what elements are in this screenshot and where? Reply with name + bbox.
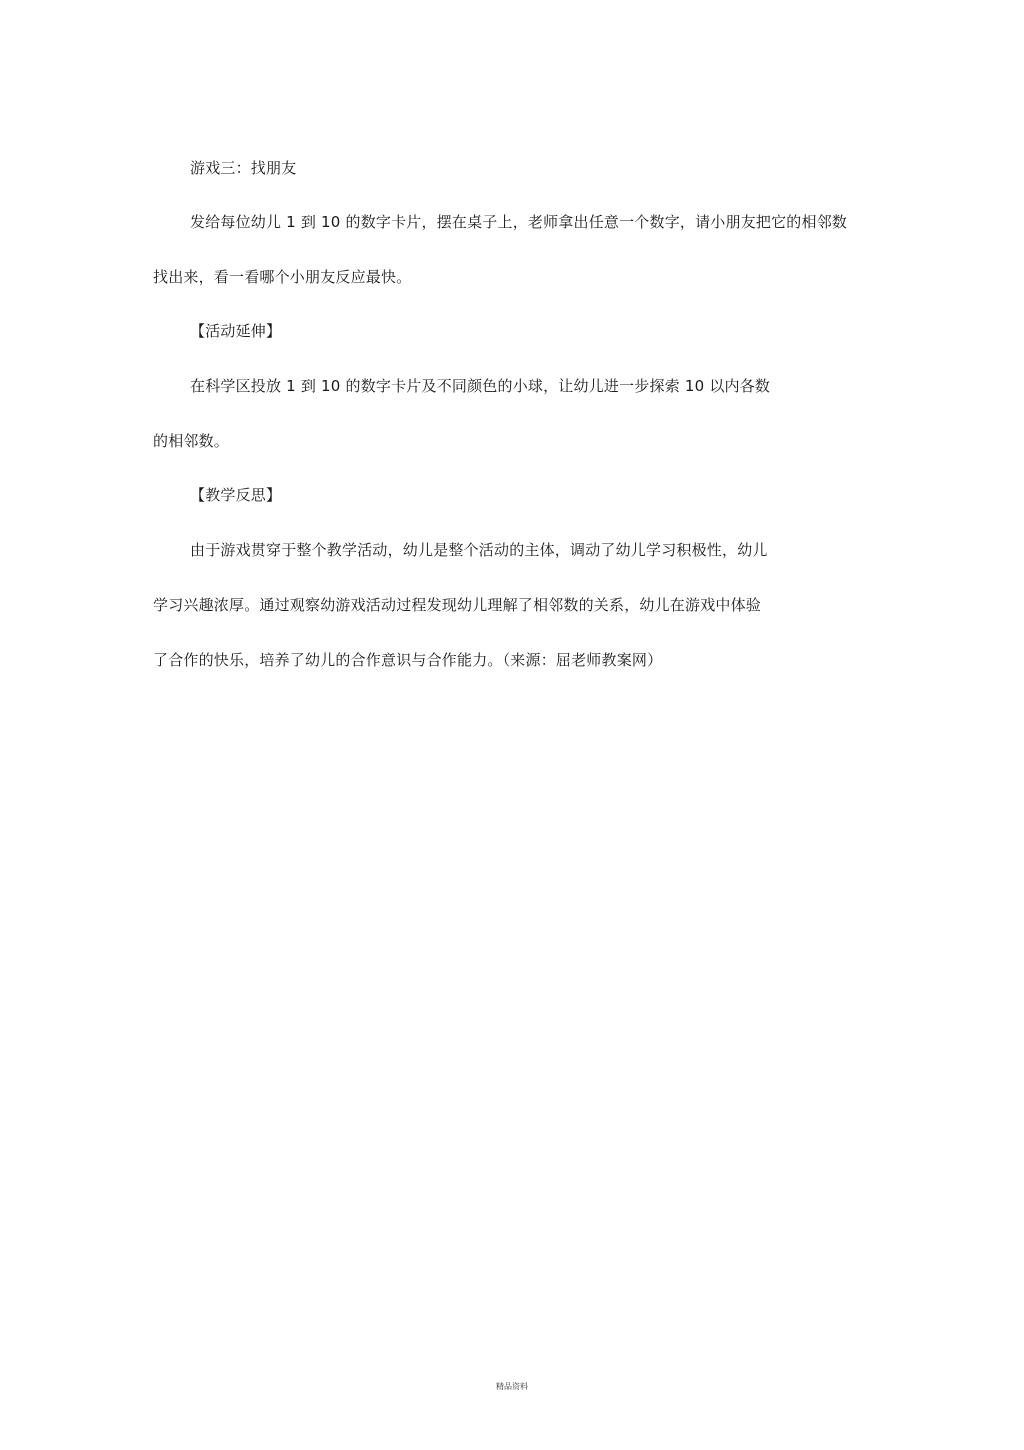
extension-paragraph-line-2: 的相邻数。 [153,432,230,450]
reflection-paragraph-line-3: 了合作的快乐，培养了幼儿的合作意识与合作能力。（来源：屈老师教案网） [153,651,663,669]
extension-heading: 【活动延伸】 [190,322,282,340]
reflection-heading: 【教学反思】 [190,486,282,504]
reflection-paragraph-line-2: 学习兴趣浓厚。通过观察幼游戏活动过程发现幼儿理解了相邻数的关系，幼儿在游戏中体验 [153,596,762,614]
page-footer: 精品资料 [496,1382,528,1391]
game3-heading: 游戏三：找朋友 [190,159,297,177]
game3-paragraph-line-1: 发给每位幼儿 1 到 10 的数字卡片，摆在桌子上，老师拿出任意一个数字，请小朋友把它的相邻数 [190,213,848,231]
game3-paragraph-line-2: 找出来，看一看哪个小朋友反应最快。 [153,268,412,286]
reflection-paragraph-line-1: 由于游戏贯穿于整个教学活动，幼儿是整个活动的主体，调动了幼儿学习积极性，幼儿 [190,541,768,559]
extension-paragraph-line-1: 在科学区投放 1 到 10 的数字卡片及不同颜色的小球，让幼儿进一步探索 10 以内各数 [190,377,771,395]
